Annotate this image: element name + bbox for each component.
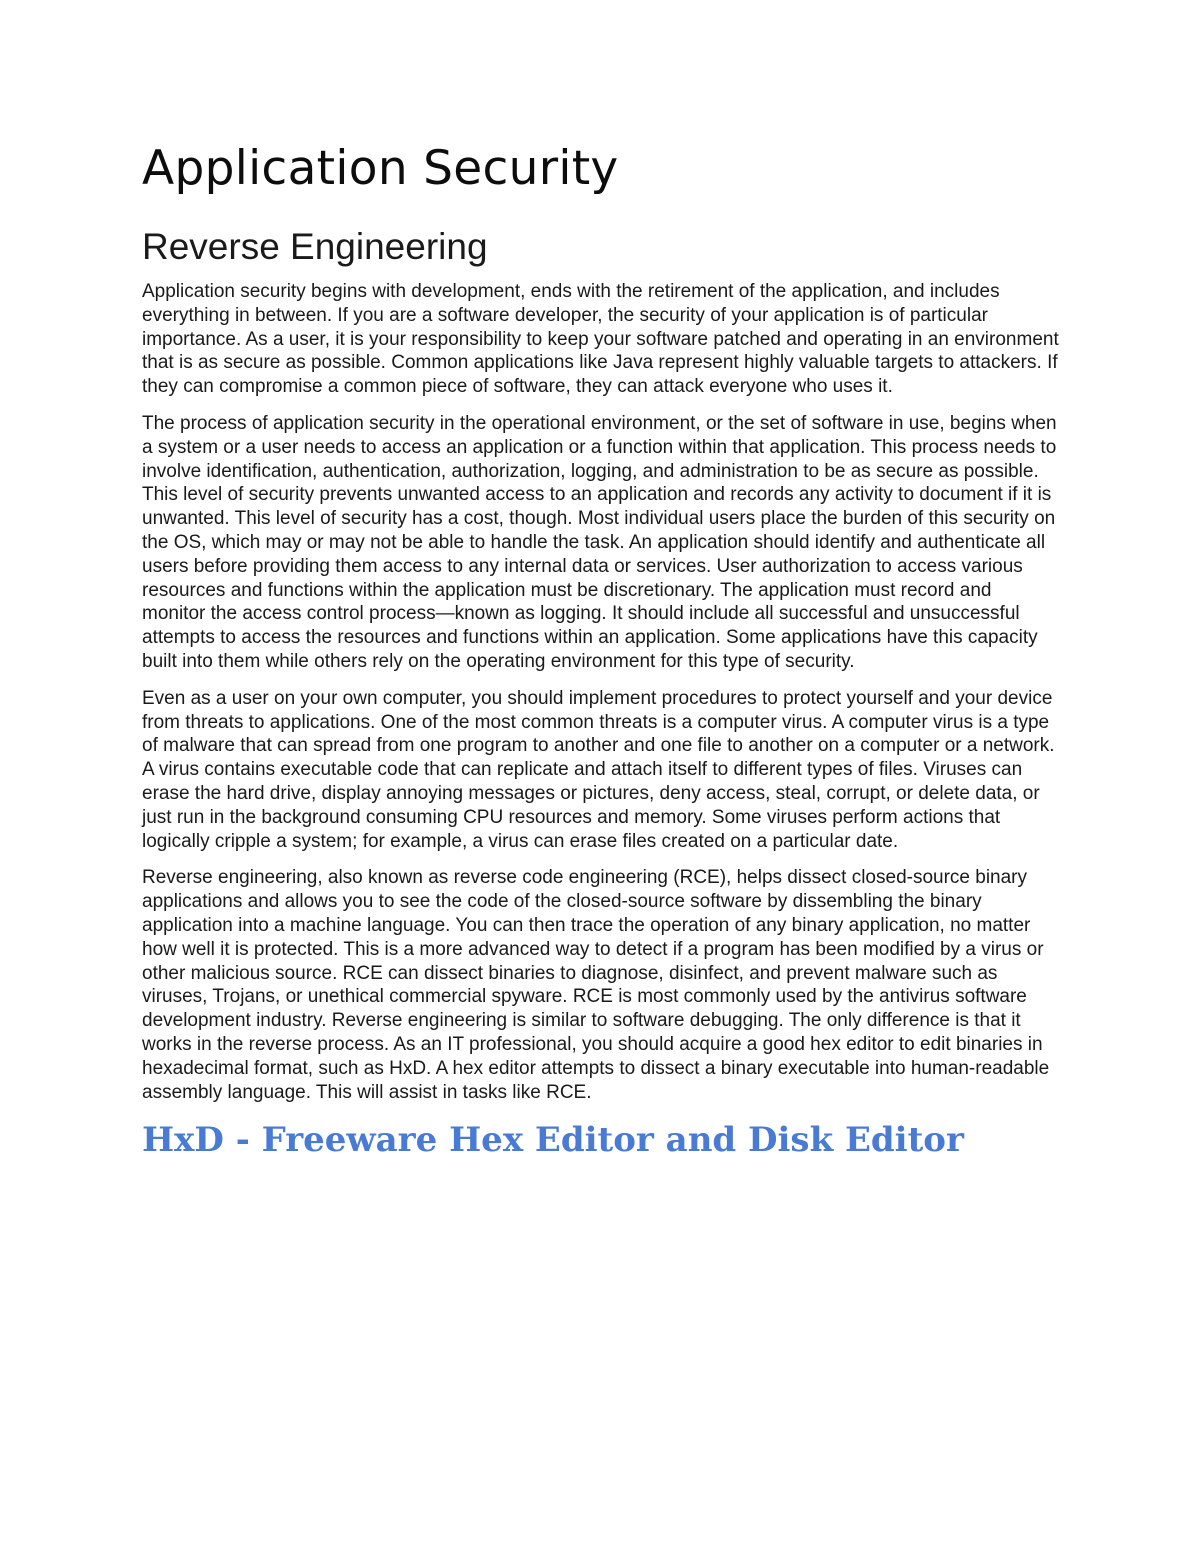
hxd-link-heading[interactable]: HxD - Freeware Hex Editor and Disk Editor	[142, 1120, 964, 1161]
paragraph-computer-virus: Even as a user on your own computer, you should implement procedures to protect yourself and your device from threats to applications. One of the most common threats is a computer virus. A computer virus is a type of malware that can spread from one program to another and one file to another on a computer or a network. A virus contains executable code that can replicate and attach itself to different types of files. Viruses can erase the hard drive, display annoying messages or pictures, deny access, steal, corrupt, or delete data, or just run in the background consuming CPU resources and memory. Some viruses perform actions that logically cripple a system; for example, a virus can erase files created on a particular date.	[142, 687, 1055, 852]
document-page	[142, 138, 1060, 1163]
paragraph-operational-security: The process of application security in the operational environment, or the set of software in use, begins when a system or a user needs to access an application or a function within that application. This process needs to involve identification, authentication, authorization, logging, and administration to be as secure as possible. This level of security prevents unwanted access to an application and records any activity to document if it is unwanted. This level of security has a cost, though. Most individual users place the burden of this security on the OS, which may or may not be able to handle the task. An application should identify and authenticate all users before providing them access to any internal data or services. User authorization to access various resources and functions within the application must be discretionary. The application must record and monitor the access control process—known as logging. It should include all successful and unsuccessful attempts to access the resources and functions within an application. Some applications have this capacity built into them while others rely on the operating environment for this type of security.	[142, 412, 1057, 672]
section-heading: Reverse Engineering	[142, 226, 488, 267]
document-title: Application Security	[142, 141, 619, 196]
paragraph-intro: Application security begins with development, ends with the retirement of the application, and includes everything in between. If you are a software developer, the security of your application is of particular importance. As a user, it is your responsibility to keep your software patched and operating in an environment that is as secure as possible. Common applications like Java represent highly valuable targets to attackers. If they can compromise a common piece of software, they can attack everyone who uses it.	[142, 281, 1059, 398]
paragraph-reverse-engineering: Reverse engineering, also known as reverse code engineering (RCE), helps dissect closed-source binary applications and allows you to see the code of the closed-source software by dissembling the binary application into a machine language. You can then trace the operation of any binary application, no matter how well it is protected. This is a more advanced way to detect if a program has been modified by a virus or other malicious source. RCE can dissect binaries to diagnose, disinfect, and prevent malware such as viruses, Trojans, or unethical commercial spyware. RCE is most commonly used by the antivirus software development industry. Reverse engineering is similar to software debugging. The only difference is that it works in the reverse process. As an IT professional, you should acquire a good hex editor to edit binaries in hexadecimal format, such as HxD. A hex editor attempts to dissect a binary executable into human-readable assembly language. This will assist in tasks like RCE.	[142, 867, 1050, 1103]
